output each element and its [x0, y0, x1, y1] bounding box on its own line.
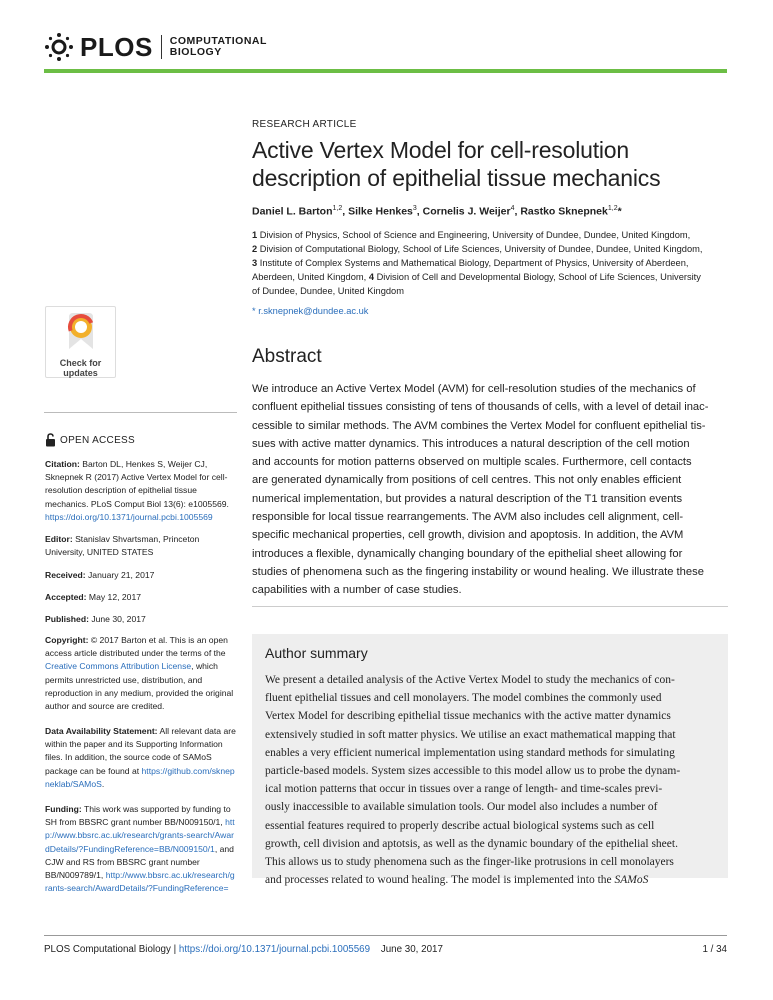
affil-number: 2: [252, 244, 258, 254]
copyright-text: © 2017 Barton et al. This is an open access article distributed under the terms of the: [45, 635, 228, 659]
page-number: 1 / 34: [702, 944, 727, 955]
footer-separator: |: [170, 944, 179, 955]
affil-text: Aberdeen, United Kingdom,: [252, 272, 369, 282]
abstract-line: confluent epithelial tissues consisting of tens of thousands of cells, with a level of detail inac-: [252, 401, 709, 414]
affil-text: Division of Physics, School of Science and Engineering, University of Dundee, Dundee, United Kingdom,: [257, 230, 691, 240]
summary-line: growth, cell division and aptotsis, as well as the dynamic boundary of the epithelial sheet.: [265, 837, 678, 850]
logo-divider: [161, 35, 162, 59]
abstract-line: are generated dynamically from positions of cell centres. This not only enables efficient: [252, 474, 682, 487]
copyright-block: [45, 634, 237, 713]
funding-link-2[interactable]: http://www.bbsrc.ac.uk/research/grants-search/AwardDetails/?FundingReference=: [45, 870, 235, 894]
funding-block: [45, 803, 237, 895]
footer-journal: PLOS Computational Biology: [44, 944, 171, 955]
journal-name: [170, 36, 267, 58]
author-summary-heading: Author summary: [265, 645, 368, 661]
copyright-label: Copyright:: [45, 635, 89, 645]
author[interactable]: Silke Henkes: [348, 205, 413, 218]
copyright-text-end: , which permits unrestricted use, distribution, and reproduction in any medium, provided the original author and source are credited.: [45, 661, 234, 712]
check-line-1: Check for: [59, 358, 102, 368]
author-affil-sup: 3: [412, 205, 417, 212]
abstract-divider: [252, 606, 728, 607]
title-line-1: Active Vertex Model for cell-resolution: [252, 137, 629, 163]
abstract-heading: Abstract: [252, 346, 322, 367]
summary-line: particle-based models. System sizes accessible to this model allow us to probe the dynam-: [265, 765, 681, 778]
funding-text: This work was supported by funding to SH from BBSRC grant number BB/N009150/1,: [45, 804, 231, 828]
article-title: [252, 136, 728, 192]
citation-doi-link[interactable]: https://doi.org/10.1371/journal.pcbi.1005569: [45, 511, 213, 522]
footer-citation: [44, 944, 443, 955]
received-label: Received:: [45, 570, 86, 580]
sidebar-divider: [44, 412, 237, 413]
affiliations: [252, 228, 728, 298]
affil-number: 4: [368, 272, 374, 282]
data-availability-label: Data Availability Statement:: [45, 726, 158, 736]
check-for-updates-badge[interactable]: [45, 306, 116, 378]
author-separator: ,: [514, 205, 521, 218]
accepted-block: [45, 591, 237, 604]
data-availability-block: [45, 725, 237, 791]
abstract-line: studies of phenomena such as the fingering instability or wound healing. We illustrate these: [252, 565, 704, 578]
open-access-label: [45, 433, 135, 447]
accepted-label: Accepted:: [45, 592, 87, 602]
corresponding-author: [252, 306, 728, 316]
summary-line: enables a very efficient numerical implementation using standard methods for simulating: [265, 746, 675, 759]
editor-block: [45, 533, 237, 559]
summary-line: This allows us to study phenomena such as the finger-like protrusions in cell monolayers: [265, 856, 674, 869]
corresponding-star: *: [252, 306, 256, 316]
accepted-date: May 12, 2017: [86, 592, 142, 602]
citation-label: Citation:: [45, 459, 80, 469]
bookmark-ribbon-icon: [63, 311, 99, 351]
funding-label: Funding:: [45, 804, 82, 814]
journal-name-line2: BIOLOGY: [169, 46, 222, 58]
abstract-line: We introduce an Active Vertex Model (AVM) for cell-resolution studies of the mechanics of: [252, 383, 696, 395]
summary-line-text: and processes related to wound healing. The model is implemented into the: [265, 874, 615, 887]
plos-logo-icon: [44, 32, 74, 62]
header-accent-bar: [44, 69, 727, 73]
author-summary-text: [265, 671, 717, 889]
summary-line: fluent epithelial tissues and cell monolayers. The model combines the commonly used: [265, 692, 662, 705]
samos-italic: SAMoS: [614, 874, 649, 887]
summary-line: ously inaccessible to available simulation tools. Our model also includes a number of: [265, 801, 658, 814]
github-link[interactable]: https://github.com/sknepneklab/SAMoS: [45, 765, 235, 789]
footer-divider: [44, 935, 727, 936]
citation-text: Barton DL, Henkes S, Weijer CJ, Sknepnek R (2017) Active Vertex Model for cell-resolution description of epithelial tissue mechanics. PLoS Comput Biol 13(6): e1005569.: [45, 459, 229, 509]
corresponding-email-link[interactable]: r.sknepnek@dundee.ac.uk: [258, 306, 369, 316]
article-type: RESEARCH ARTICLE: [252, 119, 357, 130]
abstract-line: specific mechanical properties, cell growth, division and apoptosis. In addition, the AVM: [252, 529, 684, 542]
author-affil-sup: 1,2: [607, 205, 618, 212]
published-label: Published:: [45, 614, 89, 624]
check-for-updates-label: [46, 358, 115, 378]
abstract-line: and accounts for motion patterns observed on multiple scales. Furthermore, cell contacts: [252, 456, 692, 469]
affil-text: Division of Cell and Developmental Biology, School of Life Sciences, University: [373, 272, 701, 282]
summary-line: We present a detailed analysis of the Active Vertex Model to study the mechanics of con-: [265, 674, 675, 686]
summary-line: extensively studied in soft matter physics. We utilise an exact mathematical mapping that: [265, 728, 676, 741]
author-separator: ,: [416, 205, 423, 218]
author[interactable]: Daniel L. Barton: [252, 205, 333, 218]
footer-date: June 30, 2017: [380, 944, 443, 955]
data-availability-end: .: [101, 778, 105, 789]
author-affil-sup: 4: [510, 205, 515, 212]
author-list: [252, 205, 728, 218]
affil-text: Division of Computational Biology, School of Life Sciences, University of Dundee, Dundee, United Kingdom,: [257, 244, 703, 254]
editor-label: Editor:: [45, 534, 73, 544]
published-date: June 30, 2017: [88, 614, 146, 624]
citation-block: [45, 458, 237, 524]
author-separator: ,: [342, 205, 349, 218]
abstract-line: numerical implementation, but provides a natural description of the T1 transition events: [252, 492, 683, 505]
affil-number: 3: [252, 258, 258, 268]
license-link[interactable]: Creative Commons Attribution License: [45, 661, 192, 672]
logo-text: PLOS: [80, 31, 153, 62]
summary-line: essential features required to properly describe actual biological systems such as cell: [265, 819, 655, 832]
funding-text-2: , and CJW and RS from BBSRC grant number BB/N009789/1,: [45, 843, 234, 881]
author-separator: *: [617, 205, 622, 218]
abstract-line: sues with active matter dynamics. This introduces a natural description of the cell motion: [252, 437, 690, 450]
author-affil-sup: 1,2: [332, 205, 343, 212]
affil-number: 1: [252, 230, 258, 240]
abstract-text: [252, 380, 728, 600]
footer-doi-link[interactable]: https://doi.org/10.1371/journal.pcbi.1005569: [178, 944, 371, 955]
data-availability-text: All relevant data are within the paper and its Supporting Information files. In addition, the source code of SAMoS package can be found at: [45, 726, 236, 776]
summary-line: [265, 871, 717, 889]
author[interactable]: Rastko Sknepnek: [520, 205, 608, 218]
journal-name-line1: COMPUTATIONAL: [169, 35, 267, 47]
affil-text: of Dundee, Dundee, United Kingdom: [252, 286, 404, 296]
plos-logo[interactable]: [44, 32, 267, 62]
received-date: January 21, 2017: [85, 570, 155, 580]
author[interactable]: Cornelis J. Weijer: [422, 205, 511, 218]
summary-line: Vertex Model for describing epithelial tissue mechanics with the active matter dynamics: [265, 710, 671, 723]
editor-text: Stanislav Shvartsman, Princeton University, UNITED STATES: [45, 534, 200, 558]
summary-line: ical motion patterns that occur in tissues over a range of length- and time-scales previ-: [265, 783, 663, 796]
abstract-line: introduces a flexible, dynamically changing boundary of the epithelial sheet allowing for: [252, 547, 683, 560]
received-block: [45, 569, 237, 582]
abstract-line: responsible for local tissue rearrangements. The AVM also includes cell alignment, cell-: [252, 511, 684, 524]
open-lock-icon: [45, 433, 56, 447]
check-line-2: updates: [63, 368, 98, 378]
abstract-line: cessible to similar methods. The AVM combines the Vertex Model for confluent epithelial tis-: [252, 419, 706, 432]
funding-link-1[interactable]: http://www.bbsrc.ac.uk/research/grants-search/AwardDetails/?FundingReference=BB/N009150/1: [45, 817, 235, 854]
title-line-2: description of epithelial tissue mechanics: [252, 165, 661, 191]
affil-text: Institute of Complex Systems and Mathematical Biology, Department of Physics, University of Aberdeen,: [257, 258, 689, 268]
open-access-text: OPEN ACCESS: [60, 434, 135, 446]
abstract-line: capabilities with a number of case studies.: [252, 584, 462, 597]
published-block: [45, 613, 237, 626]
